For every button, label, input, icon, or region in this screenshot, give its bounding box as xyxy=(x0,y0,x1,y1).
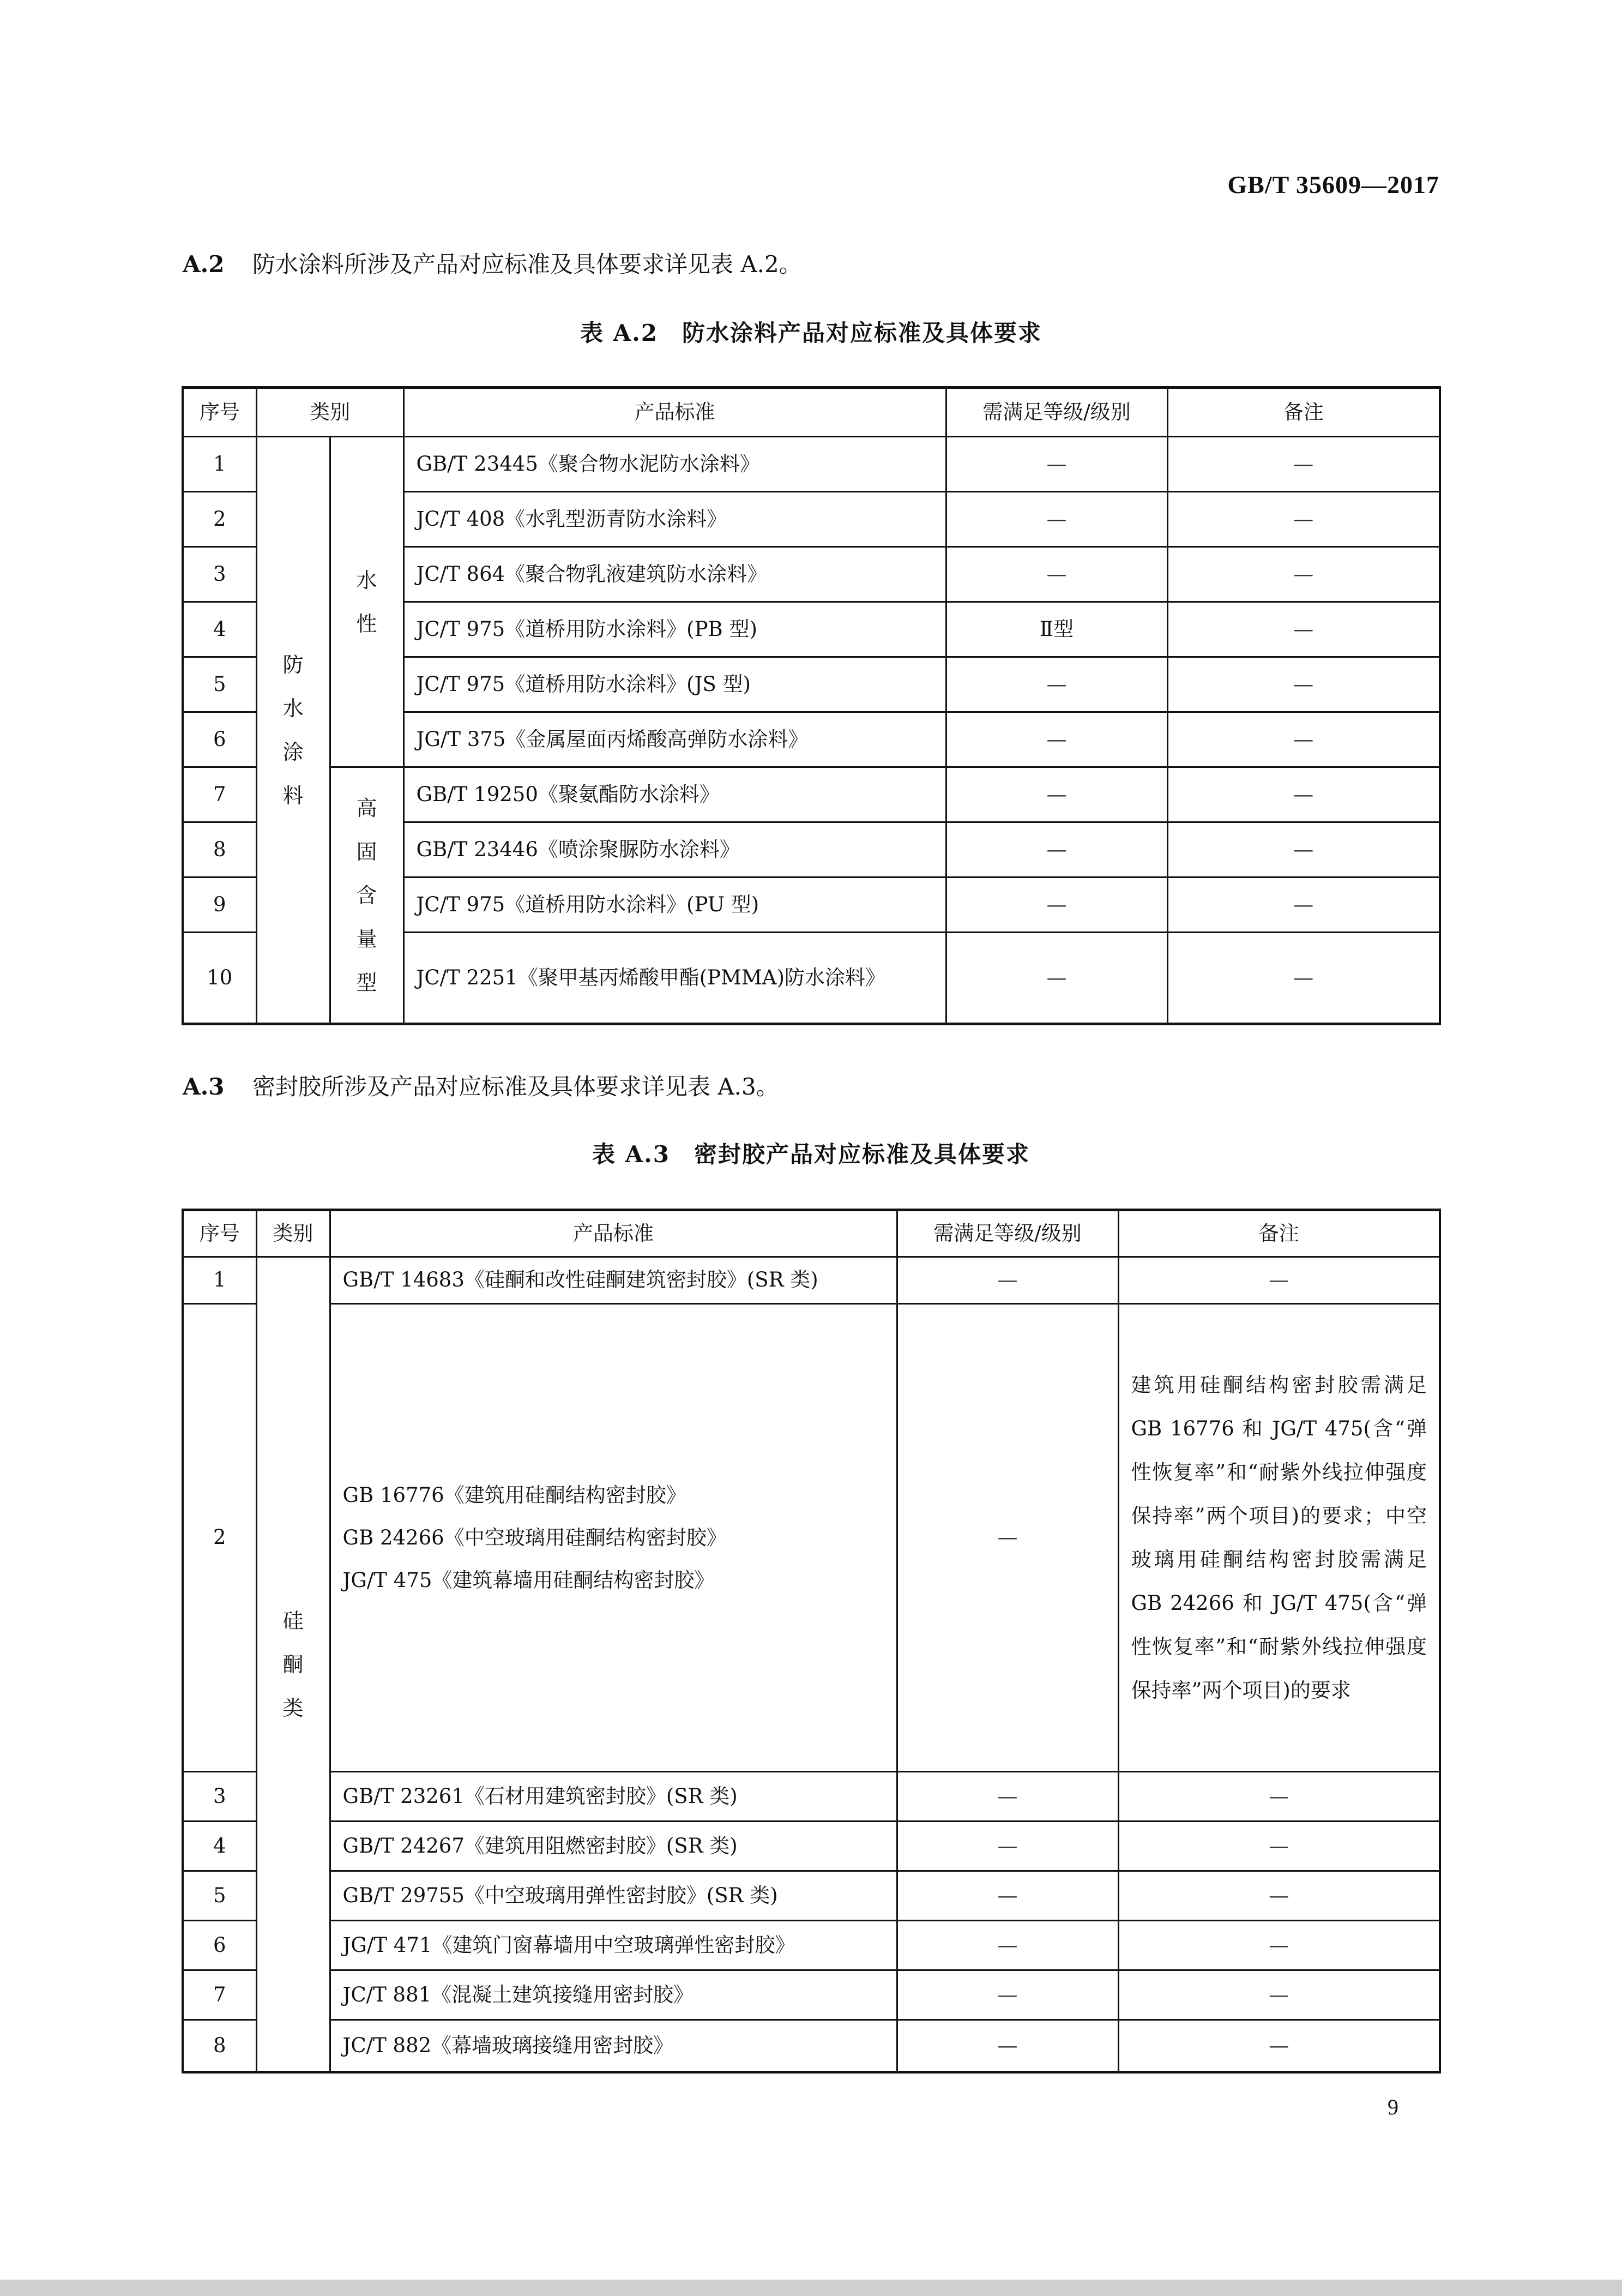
row-note: — xyxy=(1118,1871,1440,1921)
row-note: 建筑用硅酮结构密封胶需满足 GB 16776 和 JG/T 475(含“弹性恢复率”和“耐紫外线拉伸强度保持率”两个项目)的要求；中空玻璃用硅酮结构密封胶需满足 GB 24266 和 JG/T 475(含“弹性恢复率”和“耐紫外线拉伸强度保持率”两个项目)的要求 xyxy=(1118,1304,1440,1772)
row-note: — xyxy=(1167,767,1440,822)
header-note: 备注 xyxy=(1167,388,1440,437)
row-standard: GB/T 19250《聚氨酯防水涂料》 xyxy=(403,767,946,822)
table-row xyxy=(183,1772,1440,1822)
row-note: — xyxy=(1167,712,1440,767)
section-a3 xyxy=(183,1069,779,1102)
table-a3-title: 表 A.3 密封胶产品对应标准及具体要求 xyxy=(592,1141,1030,1168)
row-no: 4 xyxy=(183,602,256,657)
row-level: — xyxy=(897,1921,1118,1970)
row-standard: JC/T 975《道桥用防水涂料》(PU 型) xyxy=(403,877,946,933)
row-no: 3 xyxy=(183,1772,256,1822)
table-row xyxy=(183,2020,1440,2072)
row-standard: GB/T 23445《聚合物水泥防水涂料》 xyxy=(403,437,946,492)
section-a3-number: A.3 xyxy=(183,1073,225,1100)
row-level: — xyxy=(897,1970,1118,2020)
row-note: — xyxy=(1118,1970,1440,2020)
row-level: — xyxy=(946,877,1167,933)
row-level: — xyxy=(946,767,1167,822)
row-no: 1 xyxy=(183,437,256,492)
row-standard: GB/T 14683《硅酮和改性硅酮建筑密封胶》(SR 类) xyxy=(330,1257,897,1304)
row-no: 5 xyxy=(183,657,256,712)
row-level: — xyxy=(897,1304,1118,1772)
row-note: — xyxy=(1167,822,1440,877)
header-level: 需满足等级/级别 xyxy=(897,1210,1118,1257)
row-level: — xyxy=(946,712,1167,767)
header-no: 序号 xyxy=(183,388,256,437)
subcategory-solid-cell xyxy=(330,767,403,1024)
row-note: — xyxy=(1167,657,1440,712)
row-standard: JC/T 975《道桥用防水涂料》(JS 型) xyxy=(403,657,946,712)
table-row xyxy=(183,1822,1440,1871)
section-a2-number: A.2 xyxy=(183,251,225,278)
row-no: 6 xyxy=(183,1921,256,1970)
category-cell xyxy=(256,437,330,1024)
row-level: — xyxy=(897,1772,1118,1822)
table-header-row xyxy=(183,388,1440,437)
row-note: — xyxy=(1167,492,1440,547)
row-level: — xyxy=(897,1822,1118,1871)
row-level: — xyxy=(946,492,1167,547)
table-row xyxy=(183,1257,1440,1304)
row-note: — xyxy=(1118,1257,1440,1304)
row-note: — xyxy=(1167,602,1440,657)
row-no: 7 xyxy=(183,1970,256,2020)
row-standard: GB/T 24267《建筑用阻燃密封胶》(SR 类) xyxy=(330,1822,897,1871)
page-number: 9 xyxy=(1388,2095,1398,2119)
subcategory-solid-label: 高固含量型 xyxy=(356,796,377,995)
row-no: 4 xyxy=(183,1822,256,1871)
section-a3-text: 密封胶所涉及产品对应标准及具体要求详见表 A.3。 xyxy=(252,1073,779,1100)
row-level: — xyxy=(946,933,1167,1024)
header-no: 序号 xyxy=(183,1210,256,1257)
header-category: 类别 xyxy=(256,1210,330,1257)
row-note: — xyxy=(1167,437,1440,492)
row-note: — xyxy=(1167,877,1440,933)
row-standard: GB/T 23261《石材用建筑密封胶》(SR 类) xyxy=(330,1772,897,1822)
row-no: 1 xyxy=(183,1257,256,1304)
row-standard: GB/T 23446《喷涂聚脲防水涂料》 xyxy=(403,822,946,877)
row-no: 3 xyxy=(183,547,256,602)
table-a3 xyxy=(182,1209,1441,2073)
row-standard: JC/T 975《道桥用防水涂料》(PB 型) xyxy=(403,602,946,657)
row-level: — xyxy=(946,657,1167,712)
row-level: — xyxy=(897,2020,1118,2072)
standard-number: GB/T 35609—2017 xyxy=(1227,171,1439,199)
row-no: 10 xyxy=(183,933,256,1024)
header-standard: 产品标准 xyxy=(403,388,946,437)
row-standard: JG/T 471《建筑门窗幕墙用中空玻璃弹性密封胶》 xyxy=(330,1921,897,1970)
row-level: — xyxy=(897,1257,1118,1304)
table-a2-title: 表 A.2 防水涂料产品对应标准及具体要求 xyxy=(580,320,1042,346)
table-row xyxy=(183,1970,1440,2020)
row-note: — xyxy=(1167,547,1440,602)
section-a2-text: 防水涂料所涉及产品对应标准及具体要求详见表 A.2。 xyxy=(252,251,802,278)
row-no: 9 xyxy=(183,877,256,933)
table-a2 xyxy=(182,386,1441,1025)
row-level: — xyxy=(946,822,1167,877)
category-cell xyxy=(256,1257,330,2072)
row-standard-line: JG/T 475《建筑幕墙用硅酮结构密封胶》 xyxy=(342,1568,715,1592)
row-standard: JC/T 881《混凝土建筑接缝用密封胶》 xyxy=(330,1970,897,2020)
row-no: 8 xyxy=(183,2020,256,2072)
header-category: 类别 xyxy=(256,388,403,437)
row-level: — xyxy=(946,437,1167,492)
table-row xyxy=(183,1921,1440,1970)
table-row xyxy=(183,437,1440,492)
row-note: — xyxy=(1118,1921,1440,1970)
row-level: Ⅱ型 xyxy=(946,602,1167,657)
header-note: 备注 xyxy=(1118,1210,1440,1257)
row-level: — xyxy=(897,1871,1118,1921)
table-header-row xyxy=(183,1210,1440,1257)
category-label: 硅酮类 xyxy=(282,1608,304,1720)
row-no: 6 xyxy=(183,712,256,767)
subcategory-water-label: 水性 xyxy=(356,568,377,636)
row-no: 5 xyxy=(183,1871,256,1921)
table-row xyxy=(183,767,1440,822)
row-no: 2 xyxy=(183,492,256,547)
table-row xyxy=(183,1871,1440,1921)
category-label: 防水涂料 xyxy=(282,652,304,808)
row-no: 8 xyxy=(183,822,256,877)
row-note: — xyxy=(1118,1772,1440,1822)
subcategory-water-cell xyxy=(330,437,403,767)
row-standard: JC/T 882《幕墙玻璃接缝用密封胶》 xyxy=(330,2020,897,2072)
header-standard: 产品标准 xyxy=(330,1210,897,1257)
page-bottom-band xyxy=(0,2280,1622,2296)
header-level: 需满足等级/级别 xyxy=(946,388,1167,437)
row-standard: GB/T 29755《中空玻璃用弹性密封胶》(SR 类) xyxy=(330,1871,897,1921)
row-note: — xyxy=(1118,1822,1440,1871)
row-standard-multi xyxy=(330,1304,897,1772)
row-standard: JC/T 408《水乳型沥青防水涂料》 xyxy=(403,492,946,547)
row-level: — xyxy=(946,547,1167,602)
row-standard-line: GB 24266《中空玻璃用硅酮结构密封胶》 xyxy=(342,1525,727,1549)
row-note: — xyxy=(1167,933,1440,1024)
row-standard: JC/T 864《聚合物乳液建筑防水涂料》 xyxy=(403,547,946,602)
row-standard-line: GB 16776《建筑用硅酮结构密封胶》 xyxy=(342,1483,686,1507)
section-a2 xyxy=(183,247,802,279)
row-no: 2 xyxy=(183,1304,256,1772)
row-no: 7 xyxy=(183,767,256,822)
row-standard: JG/T 375《金属屋面丙烯酸高弹防水涂料》 xyxy=(403,712,946,767)
row-note: — xyxy=(1118,2020,1440,2072)
table-row xyxy=(183,1304,1440,1772)
row-standard: JC/T 2251《聚甲基丙烯酸甲酯(PMMA)防水涂料》 xyxy=(403,933,946,1024)
